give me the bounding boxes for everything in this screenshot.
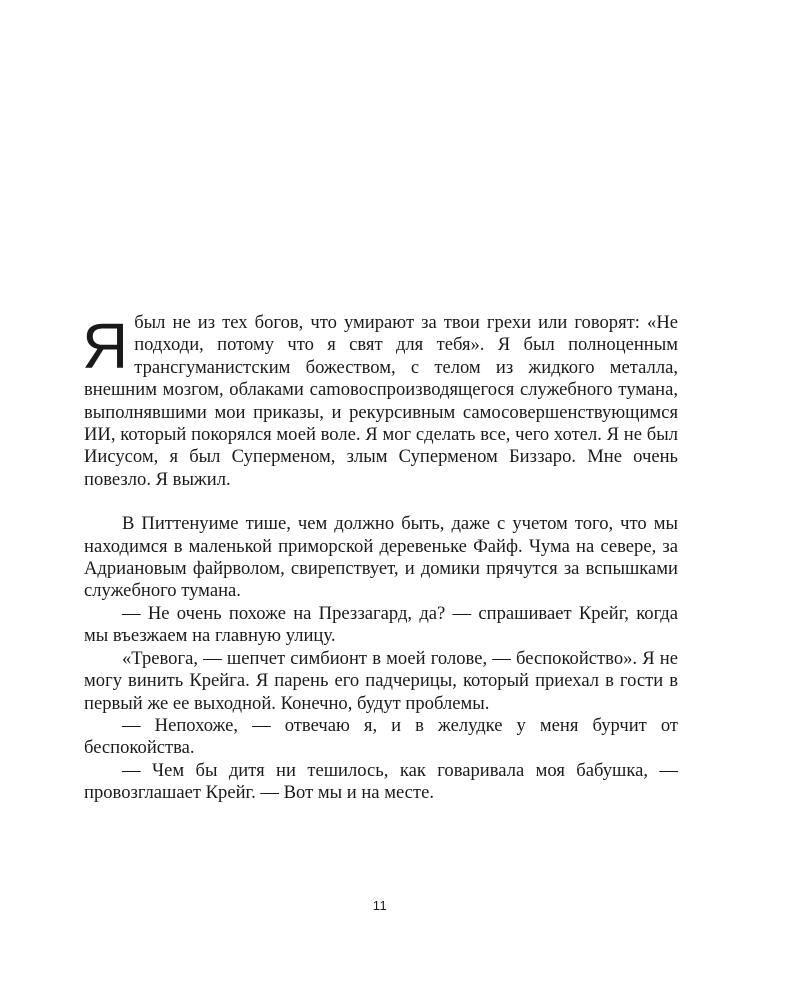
paragraph: — Не очень похоже на Преззагард, да? — спрашивает Крейг, когда мы въезжаем на главную улицу. — [84, 602, 678, 647]
opening-paragraph — [84, 312, 678, 491]
page-number: 11 — [372, 898, 388, 913]
section-break — [84, 491, 678, 513]
paragraph: В Питтенуиме тише, чем должно быть, даже с учетом того, что мы находимся в маленькой приморской деревеньке Файф. Чума на севере, за Адриановым файрволом, свирепствует, и домики прячутся за вспышками служебного тумана. — [84, 513, 678, 602]
chapter-body — [84, 312, 678, 805]
drop-cap: Я — [82, 310, 129, 382]
paragraph: — Непохоже, — отвечаю я, и в желудке у меня бурчит от беспокойства. — [84, 714, 678, 759]
paragraph: — Чем бы дитя ни тешилось, как говаривала моя бабушка, — провозглашает Крейг. — Вот мы и на месте. — [84, 759, 678, 804]
opening-text: был не из тех богов, что умирают за твои грехи или говорят: «Не подходи, потому что я свят для тебя». Я был полноценным трансгуманистским божеством, с телом из жидкого металла, внешним мозгом, облаками саmовоспроизводящегося служебного тумана, выполнявшими мои приказы, и рекурсивным самосовершенствующимся ИИ, который покорялся моей воле. Я мог сделать все, чего хотел. Я не был Иисусом, я был Суперменом, злым Суперменом Биззаро. Мне очень повезло. Я выжил. — [84, 312, 678, 490]
paragraph: «Тревога, — шепчет симбионт в моей голове, — беспокойство». Я не могу винить Крейга. Я парень его падчерицы, который приехал в гости в первый же ее выходной. Конечно, будут проблемы. — [84, 647, 678, 714]
